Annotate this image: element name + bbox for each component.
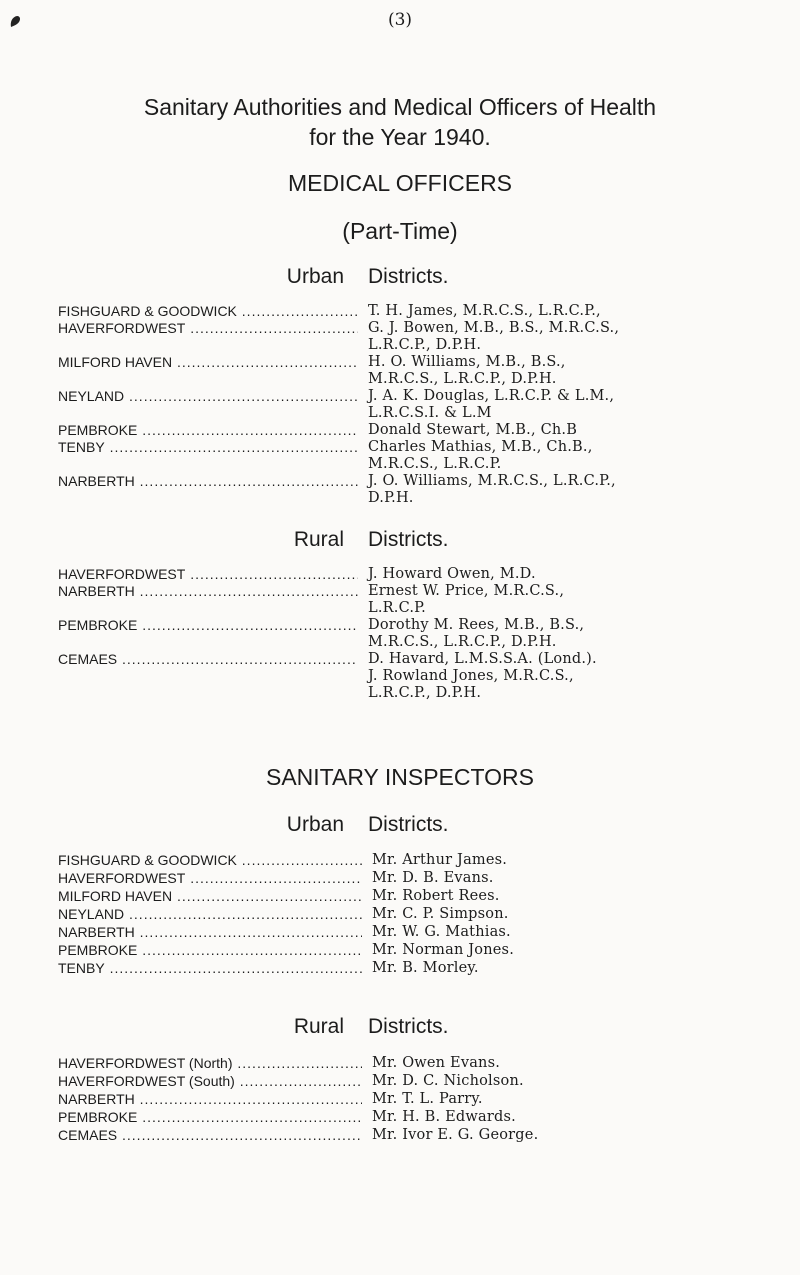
district-name: HAVERFORDWEST .....: [58, 320, 358, 337]
table-row: [58, 583, 780, 600]
district-name: TENBY .....: [58, 439, 358, 456]
district-name: PEMBROKE .....: [58, 941, 362, 959]
officer-name: Dorothy M. Rees, M.B., B.S.,: [368, 617, 585, 633]
table-row: [58, 371, 780, 388]
district-name: NEYLAND .....: [58, 388, 358, 405]
table-row: [58, 1090, 780, 1108]
district-name: PEMBROKE .....: [58, 1108, 362, 1126]
officer-name: L.R.C.P., D.P.H.: [368, 337, 482, 353]
district-name: MILFORD HAVEN .....: [58, 354, 358, 371]
table-row: [58, 1108, 780, 1126]
district-name: TENBY .....: [58, 959, 362, 977]
inspector-name: Mr. Owen Evans.: [372, 1055, 501, 1071]
district-name: NARBERTH .....: [58, 1090, 362, 1108]
table-row: [58, 851, 780, 869]
title-line-1: Sanitary Authorities and Medical Officers of Health: [143, 94, 657, 120]
table-row: [58, 617, 780, 634]
rural-label: Rural: [293, 1015, 344, 1038]
officer-name: L.R.C.P., D.P.H.: [368, 685, 482, 701]
district-name: FISHGUARD & GOODWICK .....: [58, 851, 362, 869]
medical-rural-table: [58, 566, 780, 702]
district-name: CEMAES .....: [58, 651, 358, 668]
sanitary-inspectors-heading: SANITARY INSPECTORS: [266, 764, 534, 790]
district-name: HAVERFORDWEST .....: [58, 869, 362, 887]
table-row: [58, 354, 780, 371]
officer-name: J. A. K. Douglas, L.R.C.P. & L.M.,: [368, 388, 615, 404]
districts-label: Districts.: [368, 813, 449, 836]
district-name: HAVERFORDWEST (North) .....: [58, 1054, 362, 1072]
inspector-name: Mr. Norman Jones.: [372, 942, 515, 958]
officer-name: T. H. James, M.R.C.S., L.R.C.P.,: [368, 303, 601, 319]
district-name: MILFORD HAVEN .....: [58, 887, 362, 905]
table-row: [58, 668, 780, 685]
officer-name: M.R.C.S., L.R.C.P., D.P.H.: [368, 371, 557, 387]
inspectors-rural-table: [58, 1054, 780, 1144]
officer-name: L.R.C.S.I. & L.M: [368, 405, 492, 421]
table-row: [58, 941, 780, 959]
districts-label: Districts.: [368, 265, 449, 288]
table-row: [58, 1054, 780, 1072]
table-row: [58, 456, 780, 473]
urban-label: Urban: [286, 813, 344, 836]
table-row: [58, 490, 780, 507]
table-row: [58, 959, 780, 977]
table-row: [58, 1072, 780, 1090]
table-row: [58, 422, 780, 439]
inspector-name: Mr. Ivor E. G. George.: [372, 1127, 539, 1143]
table-row: [58, 651, 780, 668]
officer-name: J. O. Williams, M.R.C.S., L.R.C.P.,: [368, 473, 616, 489]
officer-name: Charles Mathias, M.B., Ch.B.,: [368, 439, 593, 455]
table-row: [58, 923, 780, 941]
table-row: [58, 685, 780, 702]
page-number: (3): [387, 10, 413, 30]
inspector-name: Mr. C. P. Simpson.: [372, 906, 509, 922]
urban-label: Urban: [286, 265, 344, 288]
officer-name: D.P.H.: [368, 490, 414, 506]
district-name: HAVERFORDWEST (South) .....: [58, 1072, 362, 1090]
district-name: FISHGUARD & GOODWICK .....: [58, 303, 358, 320]
inspector-name: Mr. W. G. Mathias.: [372, 924, 511, 940]
table-row: [58, 1126, 780, 1144]
officer-name: Donald Stewart, M.B., Ch.B: [368, 422, 578, 438]
inspector-name: Mr. D. B. Evans.: [372, 870, 494, 886]
inspectors-urban-table: [58, 851, 780, 977]
district-name: NARBERTH .....: [58, 923, 362, 941]
table-row: [58, 566, 780, 583]
inspector-name: Mr. T. L. Parry.: [372, 1091, 483, 1107]
table-row: [58, 337, 780, 354]
districts-label: Districts.: [368, 1015, 449, 1038]
inspector-name: Mr. B. Morley.: [372, 960, 479, 976]
district-name: PEMBROKE .....: [58, 422, 358, 439]
officer-name: L.R.C.P.: [368, 600, 426, 616]
table-row: [58, 388, 780, 405]
officer-name: G. J. Bowen, M.B., B.S., M.R.C.S.,: [368, 320, 620, 336]
page-title: [0, 92, 800, 152]
district-name: NEYLAND .....: [58, 905, 362, 923]
table-row: [58, 473, 780, 490]
officer-name: M.R.C.S., L.R.C.P.: [368, 456, 502, 472]
officer-name: J. Howard Owen, M.D.: [368, 566, 536, 582]
inspector-name: Mr. H. B. Edwards.: [372, 1109, 516, 1125]
inspector-name: Mr. Robert Rees.: [372, 888, 500, 904]
officer-name: J. Rowland Jones, M.R.C.S.,: [368, 668, 574, 684]
title-line-2: for the Year 1940.: [309, 124, 491, 150]
table-row: [58, 320, 780, 337]
district-name: CEMAES .....: [58, 1126, 362, 1144]
district-name: PEMBROKE .....: [58, 617, 358, 634]
officer-name: Ernest W. Price, M.R.C.S.,: [368, 583, 565, 599]
table-row: [58, 887, 780, 905]
district-name: NARBERTH .....: [58, 473, 358, 490]
table-row: [58, 905, 780, 923]
officer-name: D. Havard, L.M.S.S.A. (Lond.).: [368, 651, 597, 667]
inspector-name: Mr. Arthur James.: [372, 852, 508, 868]
officer-name: H. O. Williams, M.B., B.S.,: [368, 354, 566, 370]
table-row: [58, 303, 780, 320]
table-row: [58, 405, 780, 422]
inspector-name: Mr. D. C. Nicholson.: [372, 1073, 524, 1089]
officer-name: M.R.C.S., L.R.C.P., D.P.H.: [368, 634, 557, 650]
district-name: HAVERFORDWEST .....: [58, 566, 358, 583]
districts-label: Districts.: [368, 528, 449, 551]
medical-officers-heading: MEDICAL OFFICERS: [287, 170, 513, 196]
table-row: [58, 869, 780, 887]
table-row: [58, 439, 780, 456]
district-name: NARBERTH .....: [58, 583, 358, 600]
part-time-subheading: (Part-Time): [342, 218, 458, 244]
table-row: [58, 634, 780, 651]
rural-label: Rural: [293, 528, 344, 551]
medical-urban-table: [58, 303, 780, 507]
table-row: [58, 600, 780, 617]
